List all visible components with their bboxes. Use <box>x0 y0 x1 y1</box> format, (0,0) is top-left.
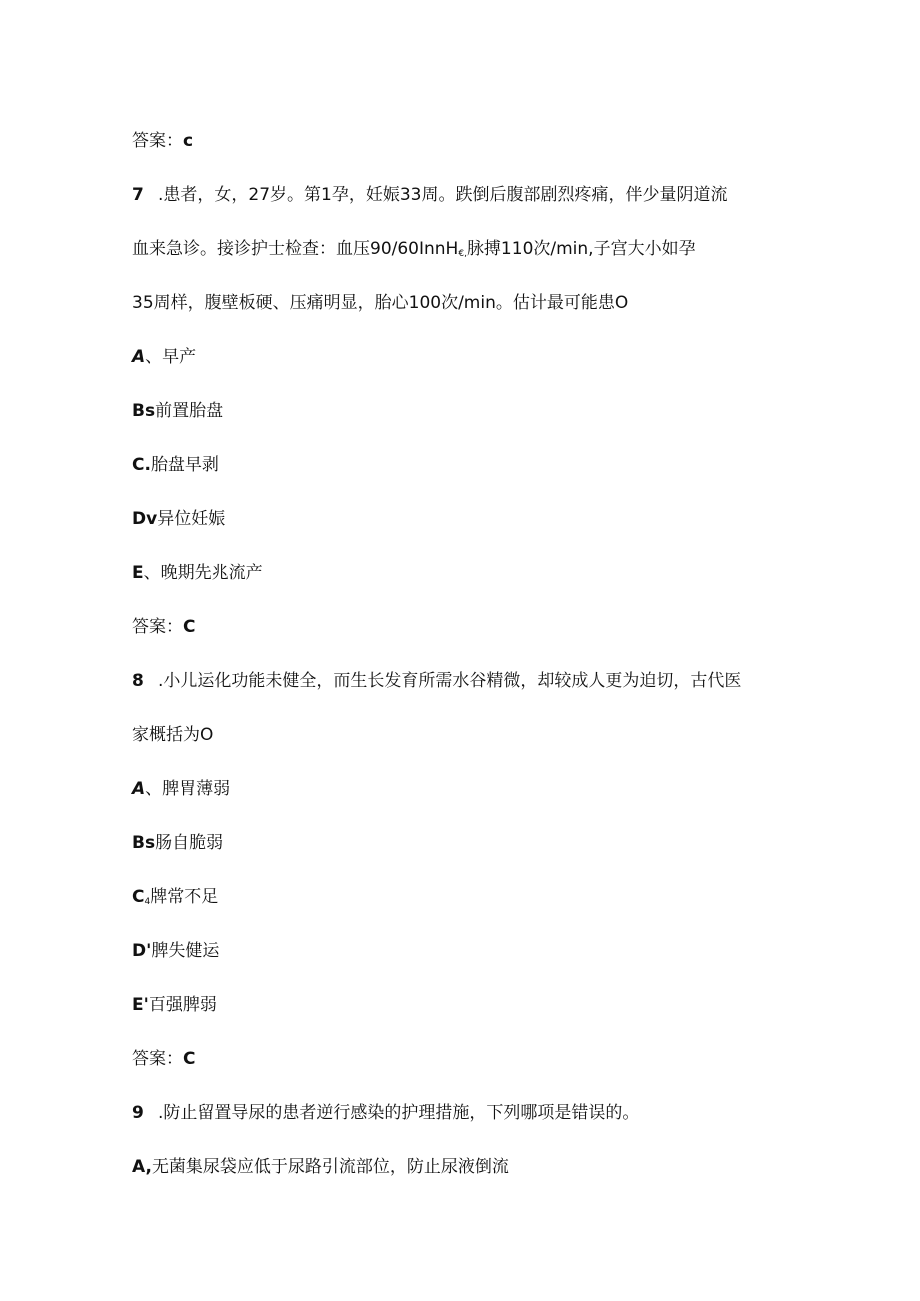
option-text: 胎盘早剥 <box>150 455 219 475</box>
option-label: Bs <box>132 401 156 421</box>
option-label: A <box>132 347 146 367</box>
option-text: 前置胎盘 <box>155 401 224 421</box>
option-text: 肠自脆弱 <box>155 833 224 853</box>
answer-value: C <box>183 617 196 637</box>
option-text: 、脾胃薄弱 <box>145 779 231 799</box>
option-e <box>132 994 217 1016</box>
question-8-line-1 <box>132 670 741 692</box>
answer-line-q6 <box>132 130 193 152</box>
question-number: 8 <box>132 671 144 691</box>
answer-prefix: 答案： <box>132 1049 183 1069</box>
option-c <box>132 454 219 476</box>
question-text: 35周样，腹壁板硬、压痛明显，胎心100次/min。估计最可能患O <box>132 293 629 313</box>
option-d <box>132 508 225 530</box>
option-text: 、晚期先兆流产 <box>143 563 263 583</box>
garbled-subscript: €, <box>458 249 467 259</box>
answer-prefix: 答案： <box>132 617 183 637</box>
option-label: A, <box>132 1157 152 1177</box>
option-label: Dv <box>132 509 158 529</box>
question-9-line-1 <box>132 1102 639 1124</box>
answer-value: C <box>183 1049 196 1069</box>
option-a <box>132 1156 509 1178</box>
question-text: .小儿运化功能未健全，而生长发育所需水谷精微，却较成人更为迫切，古代医 <box>158 671 742 691</box>
question-8-line-2 <box>132 724 213 746</box>
option-text: 脾失健运 <box>151 941 220 961</box>
question-text: 脉搏110次/min,子宫大小如孕 <box>466 239 696 259</box>
option-c <box>132 886 218 913</box>
question-text: .患者，女，27岁。第1孕，妊娠33周。跌倒后腹部剧烈疼痛，伴少量阴道流 <box>158 185 728 205</box>
option-text: 异位妊娠 <box>157 509 226 529</box>
option-label: Bs <box>132 833 156 853</box>
question-number: 7 <box>132 185 144 205</box>
question-7-line-3 <box>132 292 628 314</box>
garbled-subscript: 4 <box>144 897 151 907</box>
question-number: 9 <box>132 1103 144 1123</box>
answer-prefix: 答案： <box>132 131 183 151</box>
option-label: C. <box>132 455 151 475</box>
option-b <box>132 832 223 854</box>
option-label: D' <box>132 941 152 961</box>
answer-line-q8 <box>132 1048 195 1070</box>
question-7-line-1 <box>132 184 727 206</box>
question-text: 血来急诊。接诊护士检查：血压90/60InnH <box>132 239 459 259</box>
option-text: 牌常不足 <box>150 887 219 907</box>
option-text: 无菌集尿袋应低于尿路引流部位，防止尿液倒流 <box>151 1157 509 1177</box>
option-label: C <box>132 887 145 907</box>
question-text: .防止留置导尿的患者逆行感染的护理措施，下列哪项是错误的。 <box>158 1103 640 1123</box>
option-a <box>132 346 196 368</box>
option-text: 百强脾弱 <box>148 995 217 1015</box>
option-label: E <box>132 563 144 583</box>
option-text: 、早产 <box>145 347 197 367</box>
answer-value: c <box>183 131 194 151</box>
option-label: E' <box>132 995 149 1015</box>
option-d <box>132 940 219 962</box>
option-e <box>132 562 263 584</box>
answer-line-q7 <box>132 616 195 638</box>
option-b <box>132 400 223 422</box>
question-7-line-2 <box>132 238 696 265</box>
option-label: A <box>132 779 146 799</box>
question-text: 家概括为O <box>132 725 214 745</box>
option-a <box>132 778 230 800</box>
